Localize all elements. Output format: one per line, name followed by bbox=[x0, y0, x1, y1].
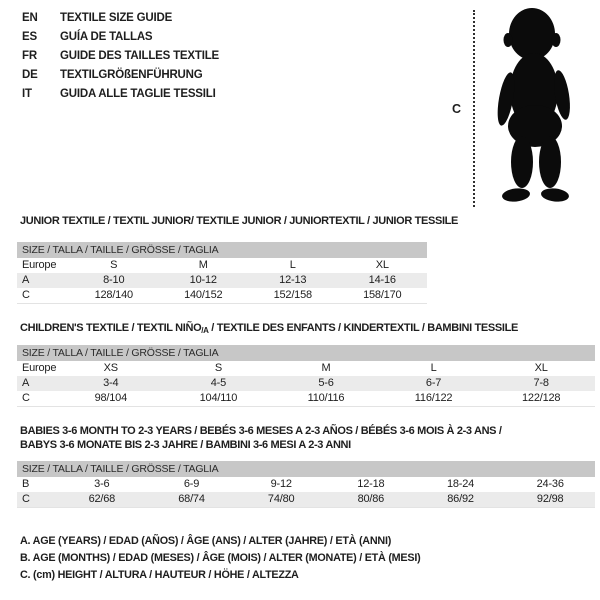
table-row-height bbox=[17, 288, 427, 303]
language-code: ES bbox=[22, 31, 37, 43]
size-cell: XL bbox=[375, 259, 389, 271]
height-cell: 158/170 bbox=[363, 289, 402, 301]
row-label: C bbox=[22, 289, 30, 301]
height-cell: 104/110 bbox=[199, 392, 238, 404]
toddler-silhouette-icon bbox=[490, 7, 578, 208]
age-cell: 8-10 bbox=[103, 274, 125, 286]
size-header-bar: SIZE / TALLA / TAILLE / GRÖSSE / TAGLIA bbox=[17, 461, 595, 477]
size-cell: M bbox=[321, 362, 331, 374]
age-cell: 7-8 bbox=[533, 377, 549, 389]
children-title-subscript: /A bbox=[201, 326, 209, 335]
table-row-europe bbox=[17, 258, 427, 273]
footnote-age-months: B. AGE (MONTHS) / EDAD (MESES) / ÂGE (MOIS) / ALTER (MONATE) / ETÀ (MESI) bbox=[20, 551, 421, 564]
language-code: EN bbox=[22, 12, 38, 24]
language-item-fr bbox=[22, 47, 219, 66]
size-cell: XS bbox=[103, 362, 118, 374]
size-cell: L bbox=[289, 259, 296, 271]
height-cell: 140/152 bbox=[184, 289, 223, 301]
language-label: TEXTILE SIZE GUIDE bbox=[60, 12, 173, 24]
language-label: TEXTILGRÖßENFÜHRUNG bbox=[60, 69, 203, 81]
size-header-bar: SIZE / TALLA / TAILLE / GRÖSSE / TAGLIA bbox=[17, 242, 427, 258]
language-guide-list bbox=[22, 9, 219, 104]
table-row-age bbox=[17, 273, 427, 288]
language-code: FR bbox=[22, 50, 37, 62]
age-cell: 6-7 bbox=[425, 377, 442, 389]
height-measure-dotted-line bbox=[473, 10, 475, 207]
language-item-it bbox=[22, 85, 219, 104]
row-label: A bbox=[22, 274, 30, 286]
table-row-europe bbox=[17, 361, 595, 376]
months-cell: 6-9 bbox=[183, 478, 200, 490]
junior-size-table bbox=[17, 242, 427, 304]
children-table-title bbox=[20, 322, 518, 334]
language-label: GUIDA ALLE TAGLIE TESSILI bbox=[60, 88, 216, 100]
months-cell: 3-6 bbox=[94, 478, 110, 490]
row-label: C bbox=[22, 493, 30, 505]
language-label: GUIDE DES TAILLES TEXTILE bbox=[60, 50, 219, 62]
height-cell: 74/80 bbox=[267, 493, 295, 505]
height-cell: 98/104 bbox=[94, 392, 128, 404]
height-cell: 128/140 bbox=[94, 289, 133, 301]
height-cell: 110/116 bbox=[307, 392, 345, 404]
babies-size-table bbox=[17, 461, 595, 508]
language-item-de bbox=[22, 66, 219, 85]
height-cell: 62/68 bbox=[88, 493, 116, 505]
size-header-bar: SIZE / TALLA / TAILLE / GRÖSSE / TAGLIA bbox=[17, 345, 595, 361]
age-cell: 5-6 bbox=[318, 377, 334, 389]
footnote-age-years: A. AGE (YEARS) / EDAD (AÑOS) / ÂGE (ANS) / ALTER (JAHRE) / ETÀ (ANNI) bbox=[20, 535, 392, 547]
size-cell: M bbox=[198, 259, 208, 271]
row-label: Europe bbox=[22, 259, 57, 271]
height-cell: 122/128 bbox=[521, 392, 561, 404]
row-label: C bbox=[22, 392, 30, 404]
language-label: GUÍA DE TALLAS bbox=[60, 31, 153, 43]
height-cell: 80/86 bbox=[357, 493, 385, 505]
table-row-months bbox=[17, 477, 595, 492]
size-cell: L bbox=[430, 362, 437, 374]
height-cell: 86/92 bbox=[447, 493, 474, 505]
height-cell: 152/158 bbox=[273, 289, 312, 301]
row-label: Europe bbox=[22, 362, 57, 374]
months-cell: 9-12 bbox=[270, 478, 292, 490]
months-cell: 18-24 bbox=[446, 478, 475, 490]
babies-title-line1: BABIES 3-6 MONTH TO 2-3 YEARS / BEBÉS 3-6 MESES A 2-3 AÑOS / BÉBÉS 3-6 MOIS À 2-3 ANS / bbox=[20, 425, 502, 437]
language-item-es bbox=[22, 28, 219, 47]
age-cell: 4-5 bbox=[210, 377, 227, 389]
height-cell: 92/98 bbox=[536, 493, 564, 505]
height-cell: 68/74 bbox=[178, 493, 205, 505]
language-code: DE bbox=[22, 69, 38, 81]
age-cell: 12-13 bbox=[279, 274, 307, 286]
language-code: IT bbox=[22, 88, 32, 100]
months-cell: 24-36 bbox=[536, 478, 564, 490]
table-row-age bbox=[17, 376, 595, 391]
babies-title-line2: BABYS 3-6 MONATE BIS 2-3 JAHRE / BAMBINI 3-6 MESI A 2-3 ANNI bbox=[20, 439, 351, 451]
months-cell: 12-18 bbox=[357, 478, 385, 490]
babies-table-title bbox=[20, 424, 502, 452]
row-label: B bbox=[22, 478, 30, 490]
table-row-height bbox=[17, 492, 595, 507]
age-cell: 10-12 bbox=[189, 274, 217, 286]
row-label: A bbox=[22, 377, 30, 389]
footnotes bbox=[20, 533, 420, 583]
table-row-height bbox=[17, 391, 595, 406]
footnote-height-cm: C. (cm) HEIGHT / ALTURA / HAUTEUR / HÖHE / ALTEZZA bbox=[20, 568, 299, 581]
children-size-table bbox=[17, 345, 595, 407]
children-title-post: / TEXTILE DES ENFANTS / KINDERTEXTIL / BAMBINI TESSILE bbox=[208, 322, 518, 334]
size-cell: S bbox=[214, 362, 222, 374]
junior-table-title: JUNIOR TEXTILE / TEXTIL JUNIOR/ TEXTILE JUNIOR / JUNIORTEXTIL / JUNIOR TESSILE bbox=[20, 215, 459, 227]
measure-label-c: C bbox=[452, 102, 462, 116]
children-title-pre: CHILDREN'S TEXTILE / TEXTIL NIÑO bbox=[20, 322, 202, 334]
age-cell: 14-16 bbox=[368, 274, 396, 286]
size-cell: XL bbox=[534, 362, 548, 374]
size-cell: S bbox=[110, 259, 118, 271]
language-item-en bbox=[22, 9, 219, 28]
age-cell: 3-4 bbox=[103, 377, 119, 389]
height-cell: 116/122 bbox=[414, 392, 453, 404]
